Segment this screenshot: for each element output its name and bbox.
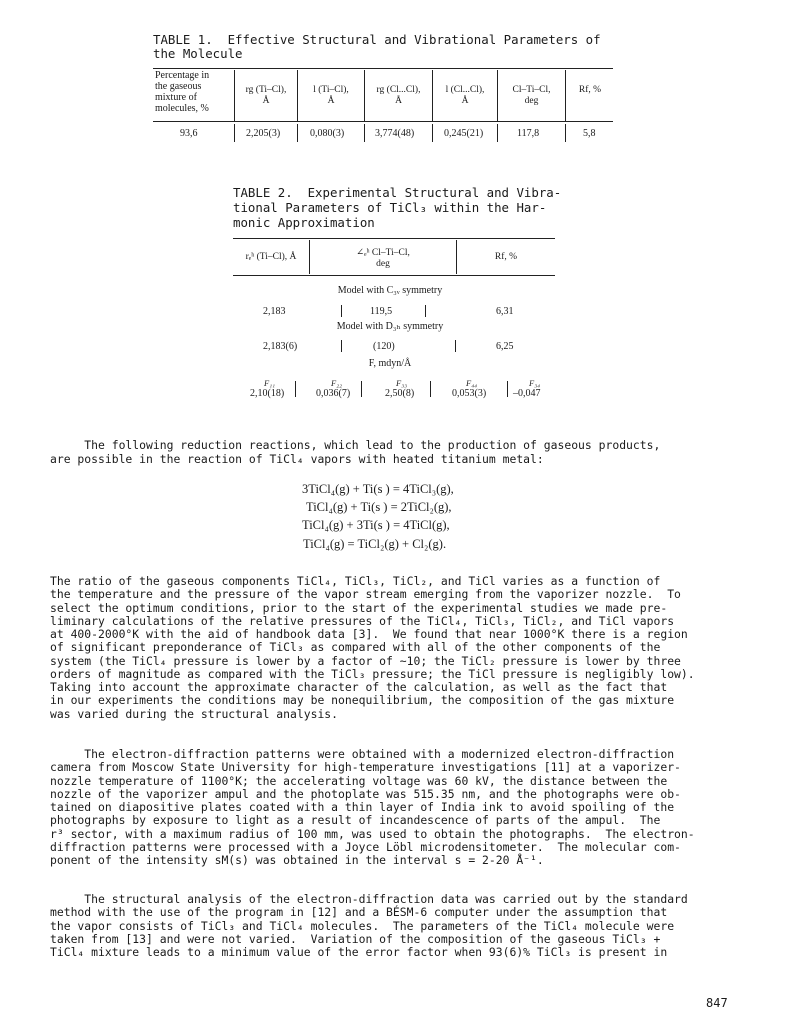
table1-cell-percentage: 93,6: [180, 128, 198, 139]
table2-force-value-f11: 2,10(18): [250, 388, 285, 399]
table2-col-divider: [309, 240, 310, 274]
table1-col-divider: [497, 70, 498, 121]
paragraph-line: was varied during the structural analysis.: [50, 706, 339, 721]
table1-header-rf: Rf, %: [578, 85, 602, 95]
paragraph-line: camera from Moscow State University for high-temperature investigations [11] at a vaporizer-: [50, 760, 681, 775]
table2-force-label-f33: F₃₃: [396, 378, 408, 388]
table2-c3v-divider: [425, 305, 426, 317]
paragraph-line: orders of magnitude as compared with the TiCl₃ pressure; the TiCl pressure is negligibly low).: [50, 666, 695, 681]
table1-caption-line2: the Molecule: [153, 46, 243, 61]
paragraph-line: the temperature and the pressure of the vapor stream emerging from the vaporizer nozzle. To: [50, 587, 681, 602]
paragraph-line: The electron-diffraction patterns were obtained with a modernized electron-diffraction: [50, 747, 675, 761]
table2-header-angle: ∠ₑʰ Cl–Ti–Cl, deg: [356, 248, 410, 269]
reaction-equation-1: 3TiCl₄(g) + Ti(s ) = 4TiCl₃(g),: [302, 482, 454, 496]
table2-d3h-rf: 6,25: [496, 341, 514, 352]
table2-force-label-f44: F₄₄: [466, 378, 478, 388]
table2-force-divider: [295, 381, 296, 397]
paragraph-1: [50, 575, 695, 721]
table2-header-rule: [233, 275, 555, 276]
table2-force-divider: [361, 381, 362, 397]
intro-line: are possible in the reaction of TiCl₄ vapors with heated titanium metal:: [50, 452, 544, 466]
table2-top-rule: [233, 238, 555, 239]
table2-force-label-f34: F₃₄: [529, 378, 541, 388]
table1-cell-rg-clcl: 3,774(48): [375, 128, 415, 139]
table1-header-rule: [153, 121, 613, 122]
table2-force-units: F, mdyn/Å: [368, 358, 412, 369]
paragraph-line: The structural analysis of the electron-diffraction data was carried out by the standard: [50, 892, 688, 906]
paragraph-line: The ratio of the gaseous components TiCl₄, TiCl₃, TiCl₂, and TiCl varies as a function of: [50, 574, 661, 588]
table2-c3v-angle: 119,5: [370, 306, 393, 317]
paragraph-line: nozzle of the vaporizer ampul and the photoplate was 515.35 nm, and the photographs were ob-: [50, 786, 681, 801]
table2-d3h-angle: (120): [373, 341, 395, 352]
table2-c3v-divider: [341, 305, 342, 317]
page-number: 847: [706, 996, 728, 1010]
table2-model-d3h: Model with D₃ₕ symmetry: [336, 321, 444, 332]
paragraph-line: system (the TiCl₄ pressure is lower by a factor of ~10; the TiCl₂ pressure is lower by three: [50, 653, 681, 668]
table1-cell-rf: 5,8: [583, 128, 596, 139]
paragraph-line: taken from [13] and were not varied. Variation of the composition of the gaseous TiCl₃ +: [50, 931, 661, 946]
table2-model-c3v: Model with C₃ᵥ symmetry: [337, 285, 443, 296]
reaction-equation-3: TiCl₄(g) + 3Ti(s ) = 4TiCl(g),: [302, 518, 450, 532]
table2-force-label-f11: F₁₁: [264, 378, 276, 388]
table2-header-rf: Rf, %: [494, 252, 518, 262]
table2-col-divider: [456, 240, 457, 274]
paragraph-line: photographs by exposure to light as a result of incandescence of parts of the ampul. The: [50, 813, 661, 828]
table1-row-divider: [297, 124, 298, 142]
table2-caption-line2: tional Parameters of TiCl₃ within the Har-: [233, 200, 547, 215]
table2-caption-line3: monic Approximation: [233, 215, 375, 230]
table1-col-divider: [432, 70, 433, 121]
table1-caption-line1: TABLE 1. Effective Structural and Vibrational Parameters of: [153, 32, 601, 47]
paragraph-line: diffraction patterns were processed with a Joyce Löbl microdensitometer. The molecular com-: [50, 839, 681, 854]
table2-force-value-f34: –0,047: [513, 388, 541, 399]
paragraph-line: of significant preponderance of TiCl₃ as compared with all of the other components of the: [50, 640, 661, 655]
reaction-equation-4: TiCl₄(g) = TiCl₂(g) + Cl₂(g).: [303, 537, 447, 551]
paragraph-line: nozzle temperature of 1100°K; the accelerating voltage was 60 kV, the distance between the: [50, 773, 668, 788]
reaction-equation-2: TiCl₄(g) + Ti(s ) = 2TiCl₂(g),: [306, 500, 452, 514]
table2-force-value-f33: 2,50(8): [385, 388, 415, 399]
table1-cell-l-ticl: 0,080(3): [310, 128, 345, 139]
table2-caption-line1: TABLE 2. Experimental Structural and Vibra-: [233, 185, 562, 200]
table1-cell-rg-ticl: 2,205(3): [246, 128, 281, 139]
table1-col-divider: [297, 70, 298, 121]
table2-d3h-divider: [455, 340, 456, 352]
paragraph-line: ponent of the intensity sM(s) was obtained in the interval s = 2-20 Å⁻¹.: [50, 853, 544, 867]
table1-row-divider: [234, 124, 235, 142]
paragraph-3: [50, 893, 688, 959]
table1-header-rg-ticl: rg (Ti–Cl), Å: [245, 85, 287, 106]
table2-c3v-re: 2,183: [263, 306, 286, 317]
paragraph-line: the vapor consists of TiCl₃ and TiCl₄ molecules. The parameters of the TiCl₄ molecule were: [50, 918, 675, 933]
table1-header-angle: Cl–Ti–Cl, deg: [512, 85, 551, 106]
table2-force-label-f22: F₂₂: [331, 378, 343, 388]
paragraph-line: liminary calculations of the relative pressures of the TiCl₄, TiCl₃, TiCl₂, and TiCl vapors: [50, 613, 675, 628]
paragraph-line: tained on diapositive plates coated with a thin layer of India ink to avoid spoiling of the: [50, 800, 675, 814]
table1-col-divider: [364, 70, 365, 121]
paragraph-line: select the optimum conditions, prior to the start of the experimental studies we made pre-: [50, 600, 668, 615]
table1-header-percentage: Percentage in the gaseous mixture of molecules, %: [155, 70, 210, 114]
paragraph-line: r³ sector, with a maximum radius of 100 mm, was used to obtain the photographs. The electron-: [50, 826, 695, 841]
table2-force-divider: [430, 381, 431, 397]
table1-row-divider: [432, 124, 433, 142]
paragraph-line: in our experiments the conditions may be nonequilibrium, the composition of the gas mixture: [50, 693, 675, 708]
table2-force-divider: [507, 381, 508, 397]
table2-force-value-f22: 0,036(7): [316, 388, 351, 399]
table1-header-l-clcl: l (Cl...Cl), Å: [445, 85, 485, 106]
table1-header-rg-clcl: rg (Cl...Cl), Å: [376, 85, 421, 106]
paragraph-line: at 400-2000°K with the aid of handbook data [3]. We found that near 1000°K there is a region: [50, 627, 688, 641]
intro-line: The following reduction reactions, which lead to the production of gaseous products,: [50, 438, 661, 452]
paragraph-line: method with the use of the program in [12] and a BÉSM-6 computer under the assumption that: [50, 905, 668, 920]
table2-d3h-re: 2,183(6): [263, 341, 298, 352]
table1-row-divider: [364, 124, 365, 142]
table1-row-divider: [565, 124, 566, 142]
table1-header-l-ticl: l (Ti–Cl), Å: [313, 85, 349, 106]
table2-d3h-divider: [341, 340, 342, 352]
table1-cell-angle: 117,8: [517, 128, 540, 139]
table2-c3v-rf: 6,31: [496, 306, 514, 317]
paragraph-line: TiCl₄ mixture leads to a minimum value of the error factor when 93(6)% TiCl₃ is present in: [50, 945, 668, 959]
table2-header-re: rₑʰ (Ti–Cl), Å: [245, 252, 297, 262]
table1-col-divider: [565, 70, 566, 121]
paragraph-line: Taking into account the approximate character of the calculation, as well as the fact that: [50, 680, 668, 694]
table1-cell-l-clcl: 0,245(21): [444, 128, 484, 139]
table2-force-value-f44: 0,053(3): [452, 388, 487, 399]
table1-row-divider: [497, 124, 498, 142]
paragraph-2: [50, 748, 695, 867]
